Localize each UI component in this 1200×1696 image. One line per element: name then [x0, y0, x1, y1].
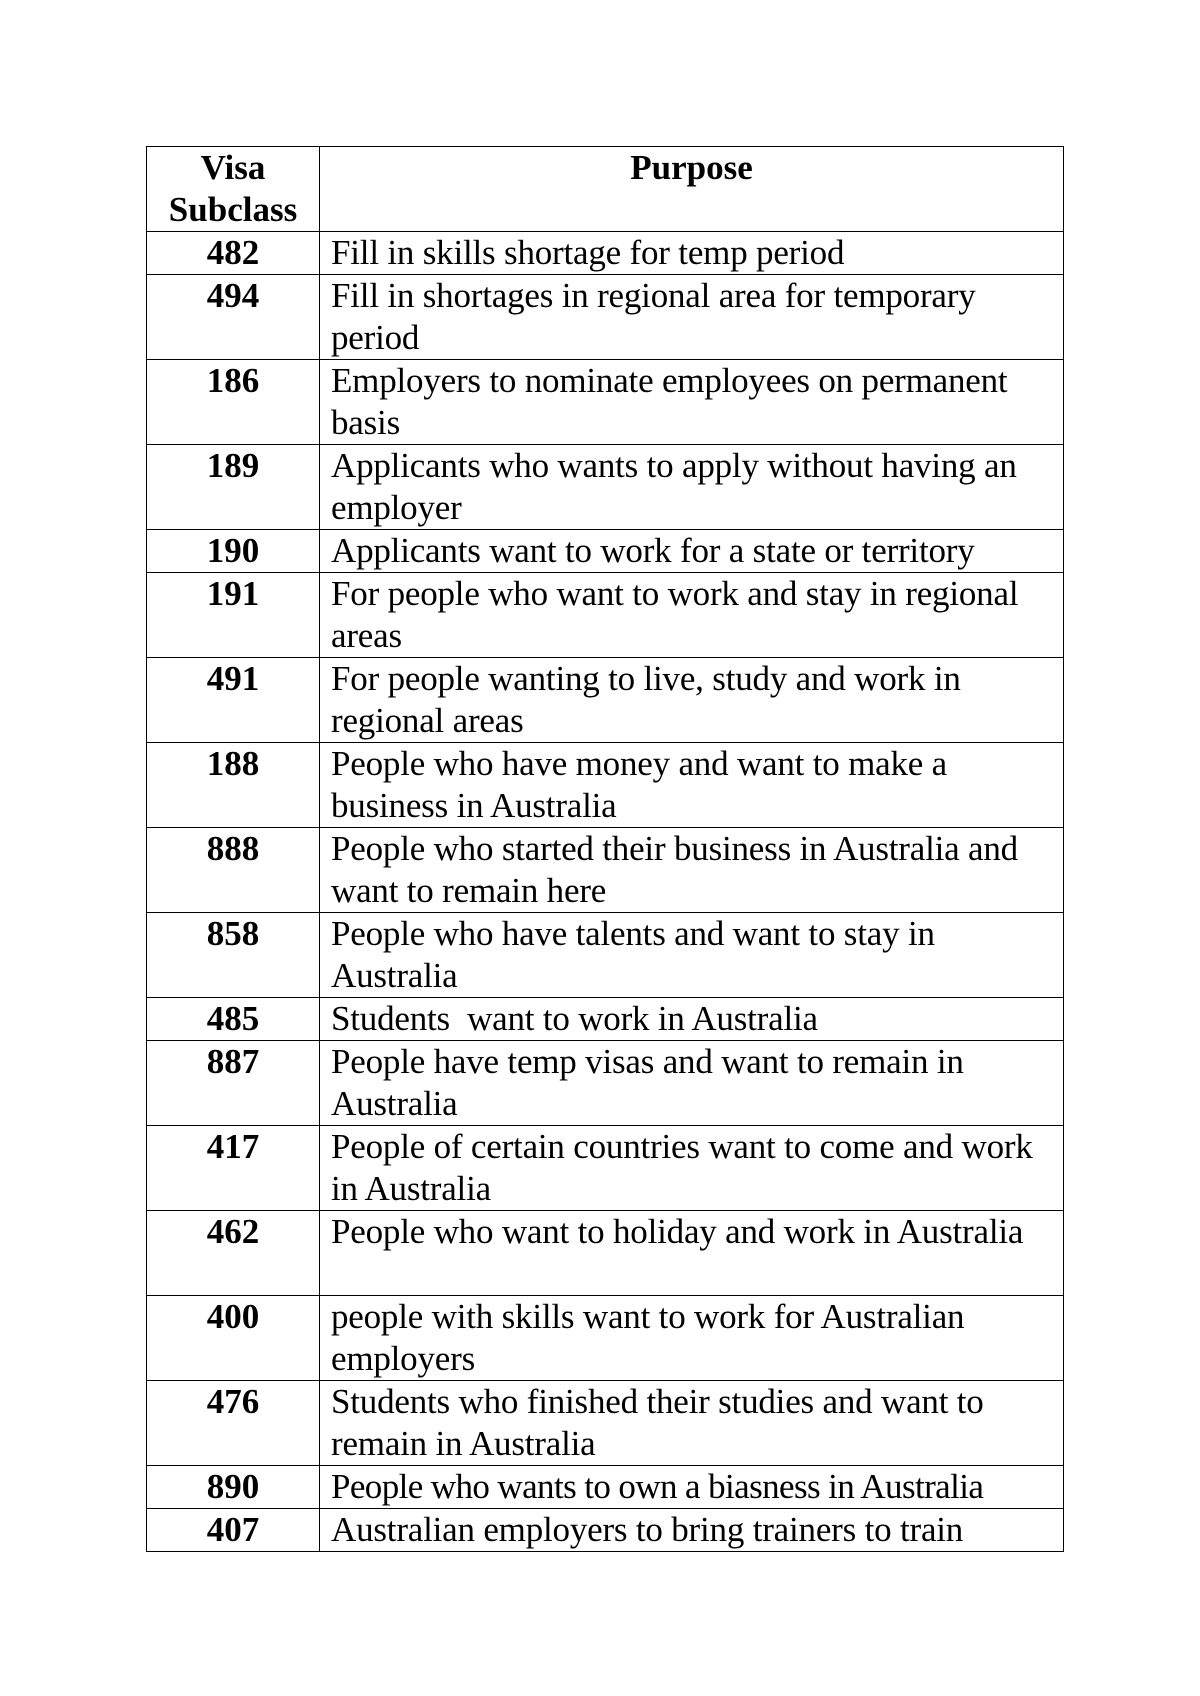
table-row: [147, 913, 1064, 998]
purpose-cell: Fill in shortages in regional area for temporary period: [320, 275, 1064, 360]
purpose-cell: People who want to holiday and work in Australia: [320, 1211, 1064, 1296]
table-row: [147, 530, 1064, 573]
table-row: [147, 828, 1064, 913]
subclass-cell: 887: [147, 1041, 320, 1126]
table-row: [147, 275, 1064, 360]
subclass-cell: 485: [147, 998, 320, 1041]
purpose-cell: people with skills want to work for Australian employers: [320, 1296, 1064, 1381]
header-subclass-line1: Visa: [200, 148, 266, 187]
subclass-cell: 491: [147, 658, 320, 743]
header-purpose: Purpose: [320, 147, 1064, 232]
subclass-cell: 890: [147, 1466, 320, 1509]
subclass-cell: 186: [147, 360, 320, 445]
table-row: [147, 445, 1064, 530]
purpose-cell: People who have talents and want to stay in Australia: [320, 913, 1064, 998]
subclass-cell: 858: [147, 913, 320, 998]
subclass-cell: 400: [147, 1296, 320, 1381]
subclass-cell: 191: [147, 573, 320, 658]
table-header-row: [147, 147, 1064, 232]
subclass-cell: 462: [147, 1211, 320, 1296]
table-row: [147, 1211, 1064, 1296]
purpose-cell: Students want to work in Australia: [320, 998, 1064, 1041]
purpose-cell: People of certain countries want to come and work in Australia: [320, 1126, 1064, 1211]
purpose-cell: For people wanting to live, study and work in regional areas: [320, 658, 1064, 743]
subclass-cell: 417: [147, 1126, 320, 1211]
purpose-cell: Fill in skills shortage for temp period: [320, 232, 1064, 275]
header-visa-subclass: [147, 147, 320, 232]
table-row: [147, 1466, 1064, 1509]
table-row: [147, 1509, 1064, 1552]
purpose-cell: People who have money and want to make a business in Australia: [320, 743, 1064, 828]
purpose-cell: Applicants want to work for a state or territory: [320, 530, 1064, 573]
subclass-cell: 190: [147, 530, 320, 573]
subclass-cell: 476: [147, 1381, 320, 1466]
table-row: [147, 658, 1064, 743]
subclass-cell: 494: [147, 275, 320, 360]
table-row: [147, 1381, 1064, 1466]
subclass-cell: 407: [147, 1509, 320, 1552]
table-row: [147, 998, 1064, 1041]
table-row: [147, 743, 1064, 828]
table-row: [147, 232, 1064, 275]
subclass-cell: 188: [147, 743, 320, 828]
purpose-cell: Students who finished their studies and want to remain in Australia: [320, 1381, 1064, 1466]
purpose-cell: People have temp visas and want to remain in Australia: [320, 1041, 1064, 1126]
purpose-cell: Employers to nominate employees on permanent basis: [320, 360, 1064, 445]
subclass-cell: 482: [147, 232, 320, 275]
header-subclass-line2: Subclass: [168, 190, 298, 229]
purpose-cell: People who started their business in Australia and want to remain here: [320, 828, 1064, 913]
table-row: [147, 1296, 1064, 1381]
purpose-cell: Australian employers to bring trainers to train: [320, 1509, 1064, 1552]
subclass-cell: 888: [147, 828, 320, 913]
purpose-cell: Applicants who wants to apply without having an employer: [320, 445, 1064, 530]
table-row: [147, 1041, 1064, 1126]
purpose-cell: People who wants to own a biasness in Australia: [320, 1466, 1064, 1509]
table-row: [147, 360, 1064, 445]
table-row: [147, 573, 1064, 658]
visa-subclass-table: [146, 146, 1064, 1552]
subclass-cell: 189: [147, 445, 320, 530]
purpose-cell: For people who want to work and stay in regional areas: [320, 573, 1064, 658]
table-row: [147, 1126, 1064, 1211]
